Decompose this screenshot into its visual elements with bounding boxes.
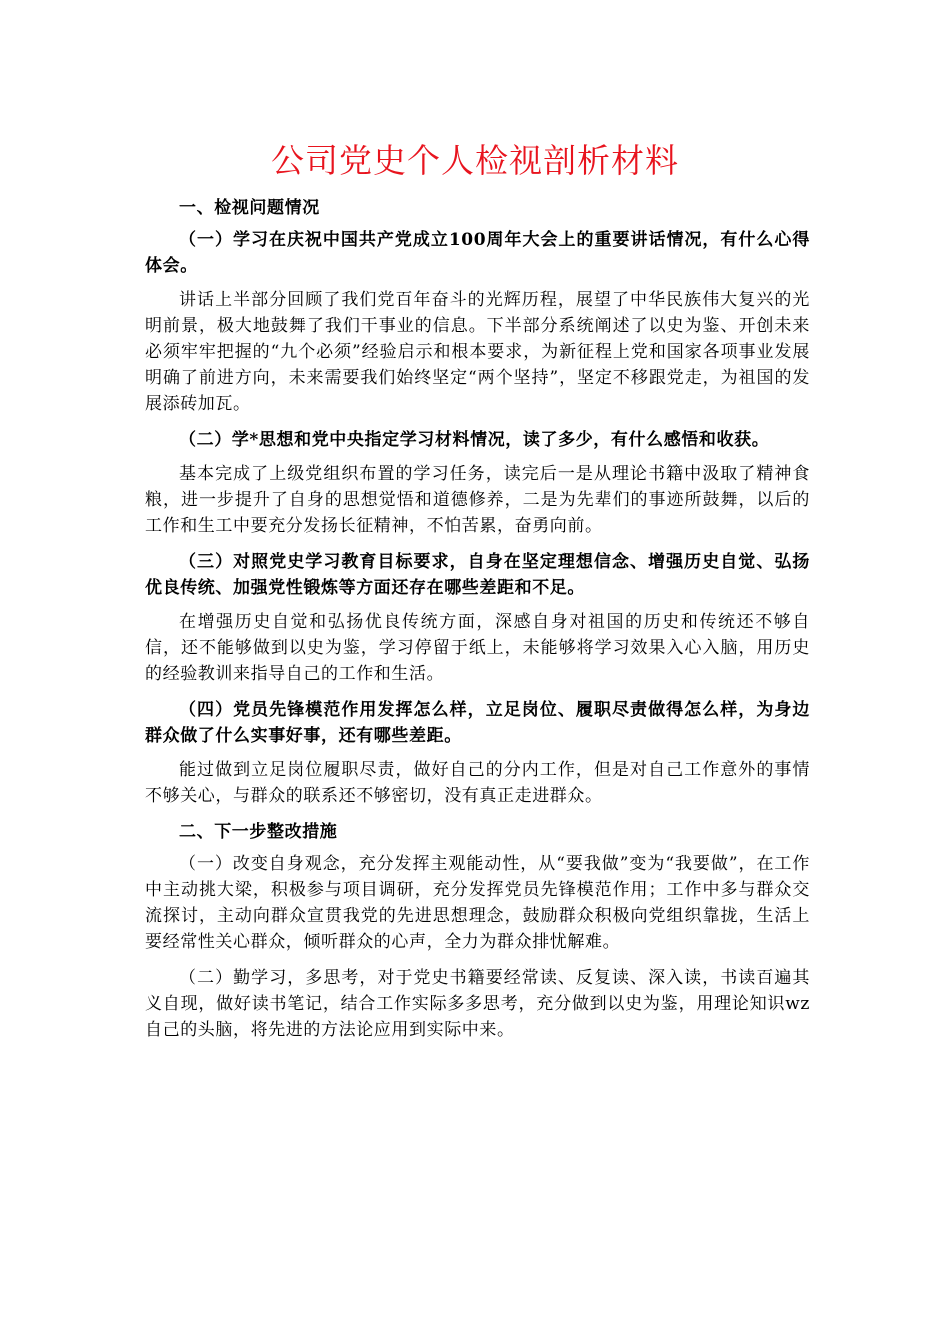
question-4: （四）党员先锋模范作用发挥怎么样，立足岗位、履职尽责做得怎么样，为身边群众做了什么实事好事，还有哪些差距。 bbox=[145, 700, 810, 746]
measure-2: （二）勤学习，多思考，对于党史书籍要经常读、反复读、深入读，书读百遍其义自现，做好读书笔记，结合工作实际多多思考，充分做到以史为鉴，用理论知识wz自己的头脑，将先进的方法论应用到实际中来。 bbox=[145, 968, 810, 1040]
document-title: 公司党史个人检视剖析材料 bbox=[271, 141, 679, 180]
section-heading-problems: 一、检视问题情况 bbox=[179, 198, 320, 218]
document-body bbox=[145, 192, 810, 1053]
question-1: （一）学习在庆祝中国共产党成立100周年大会上的重要讲话情况，有什么心得体会。 bbox=[145, 230, 810, 276]
section-heading-measures: 二、下一步整改措施 bbox=[179, 822, 338, 842]
question-3: （三）对照党史学习教育目标要求，自身在坚定理想信念、增强历史自觉、弘扬优良传统、加强党性锻炼等方面还存在哪些差距和不足。 bbox=[145, 552, 810, 598]
measure-1: （一）改变自身观念，充分发挥主观能动性，从“要我做”变为“我要做”，在工作中主动挑大梁，积极参与项目调研，充分发挥党员先锋模范作用；工作中多与群众交流探讨，主动向群众宣贯我党的先进思想理念，鼓励群众积极向党组织靠拢，生活上要经常性关心群众，倾听群众的心声，全力为群众排忧解难。 bbox=[145, 854, 810, 952]
answer-3: 在增强历史自觉和弘扬优良传统方面，深感自身对祖国的历史和传统还不够自信，还不能够做到以史为鉴，学习停留于纸上，未能够将学习效果入心入脑，用历史的经验教训来指导自己的工作和生活。 bbox=[145, 612, 810, 684]
answer-1: 讲话上半部分回顾了我们党百年奋斗的光辉历程，展望了中华民族伟大复兴的光明前景，极大地鼓舞了我们干事业的信息。下半部分系统阐述了以史为鉴、开创未来必须牢牢把握的“九个必须”经验启示和根本要求，为新征程上党和国家各项事业发展明确了前进方向，未来需要我们始终坚定“两个坚持”，坚定不移跟党走，为祖国的发展添砖加瓦。 bbox=[145, 290, 810, 414]
answer-2: 基本完成了上级党组织布置的学习任务，读完后一是从理论书籍中汲取了精神食粮，进一步提升了自身的思想觉悟和道德修养，二是为先辈们的事迹所鼓舞，以后的工作和生工中要充分发扬长征精神，不怕苦累，奋勇向前。 bbox=[145, 464, 810, 536]
answer-4: 能过做到立足岗位履职尽责，做好自己的分内工作，但是对自己工作意外的事情不够关心，与群众的联系还不够密切，没有真正走进群众。 bbox=[145, 760, 810, 806]
question-2: （二）学*思想和党中央指定学习材料情况，读了多少，有什么感悟和收获。 bbox=[179, 430, 770, 450]
